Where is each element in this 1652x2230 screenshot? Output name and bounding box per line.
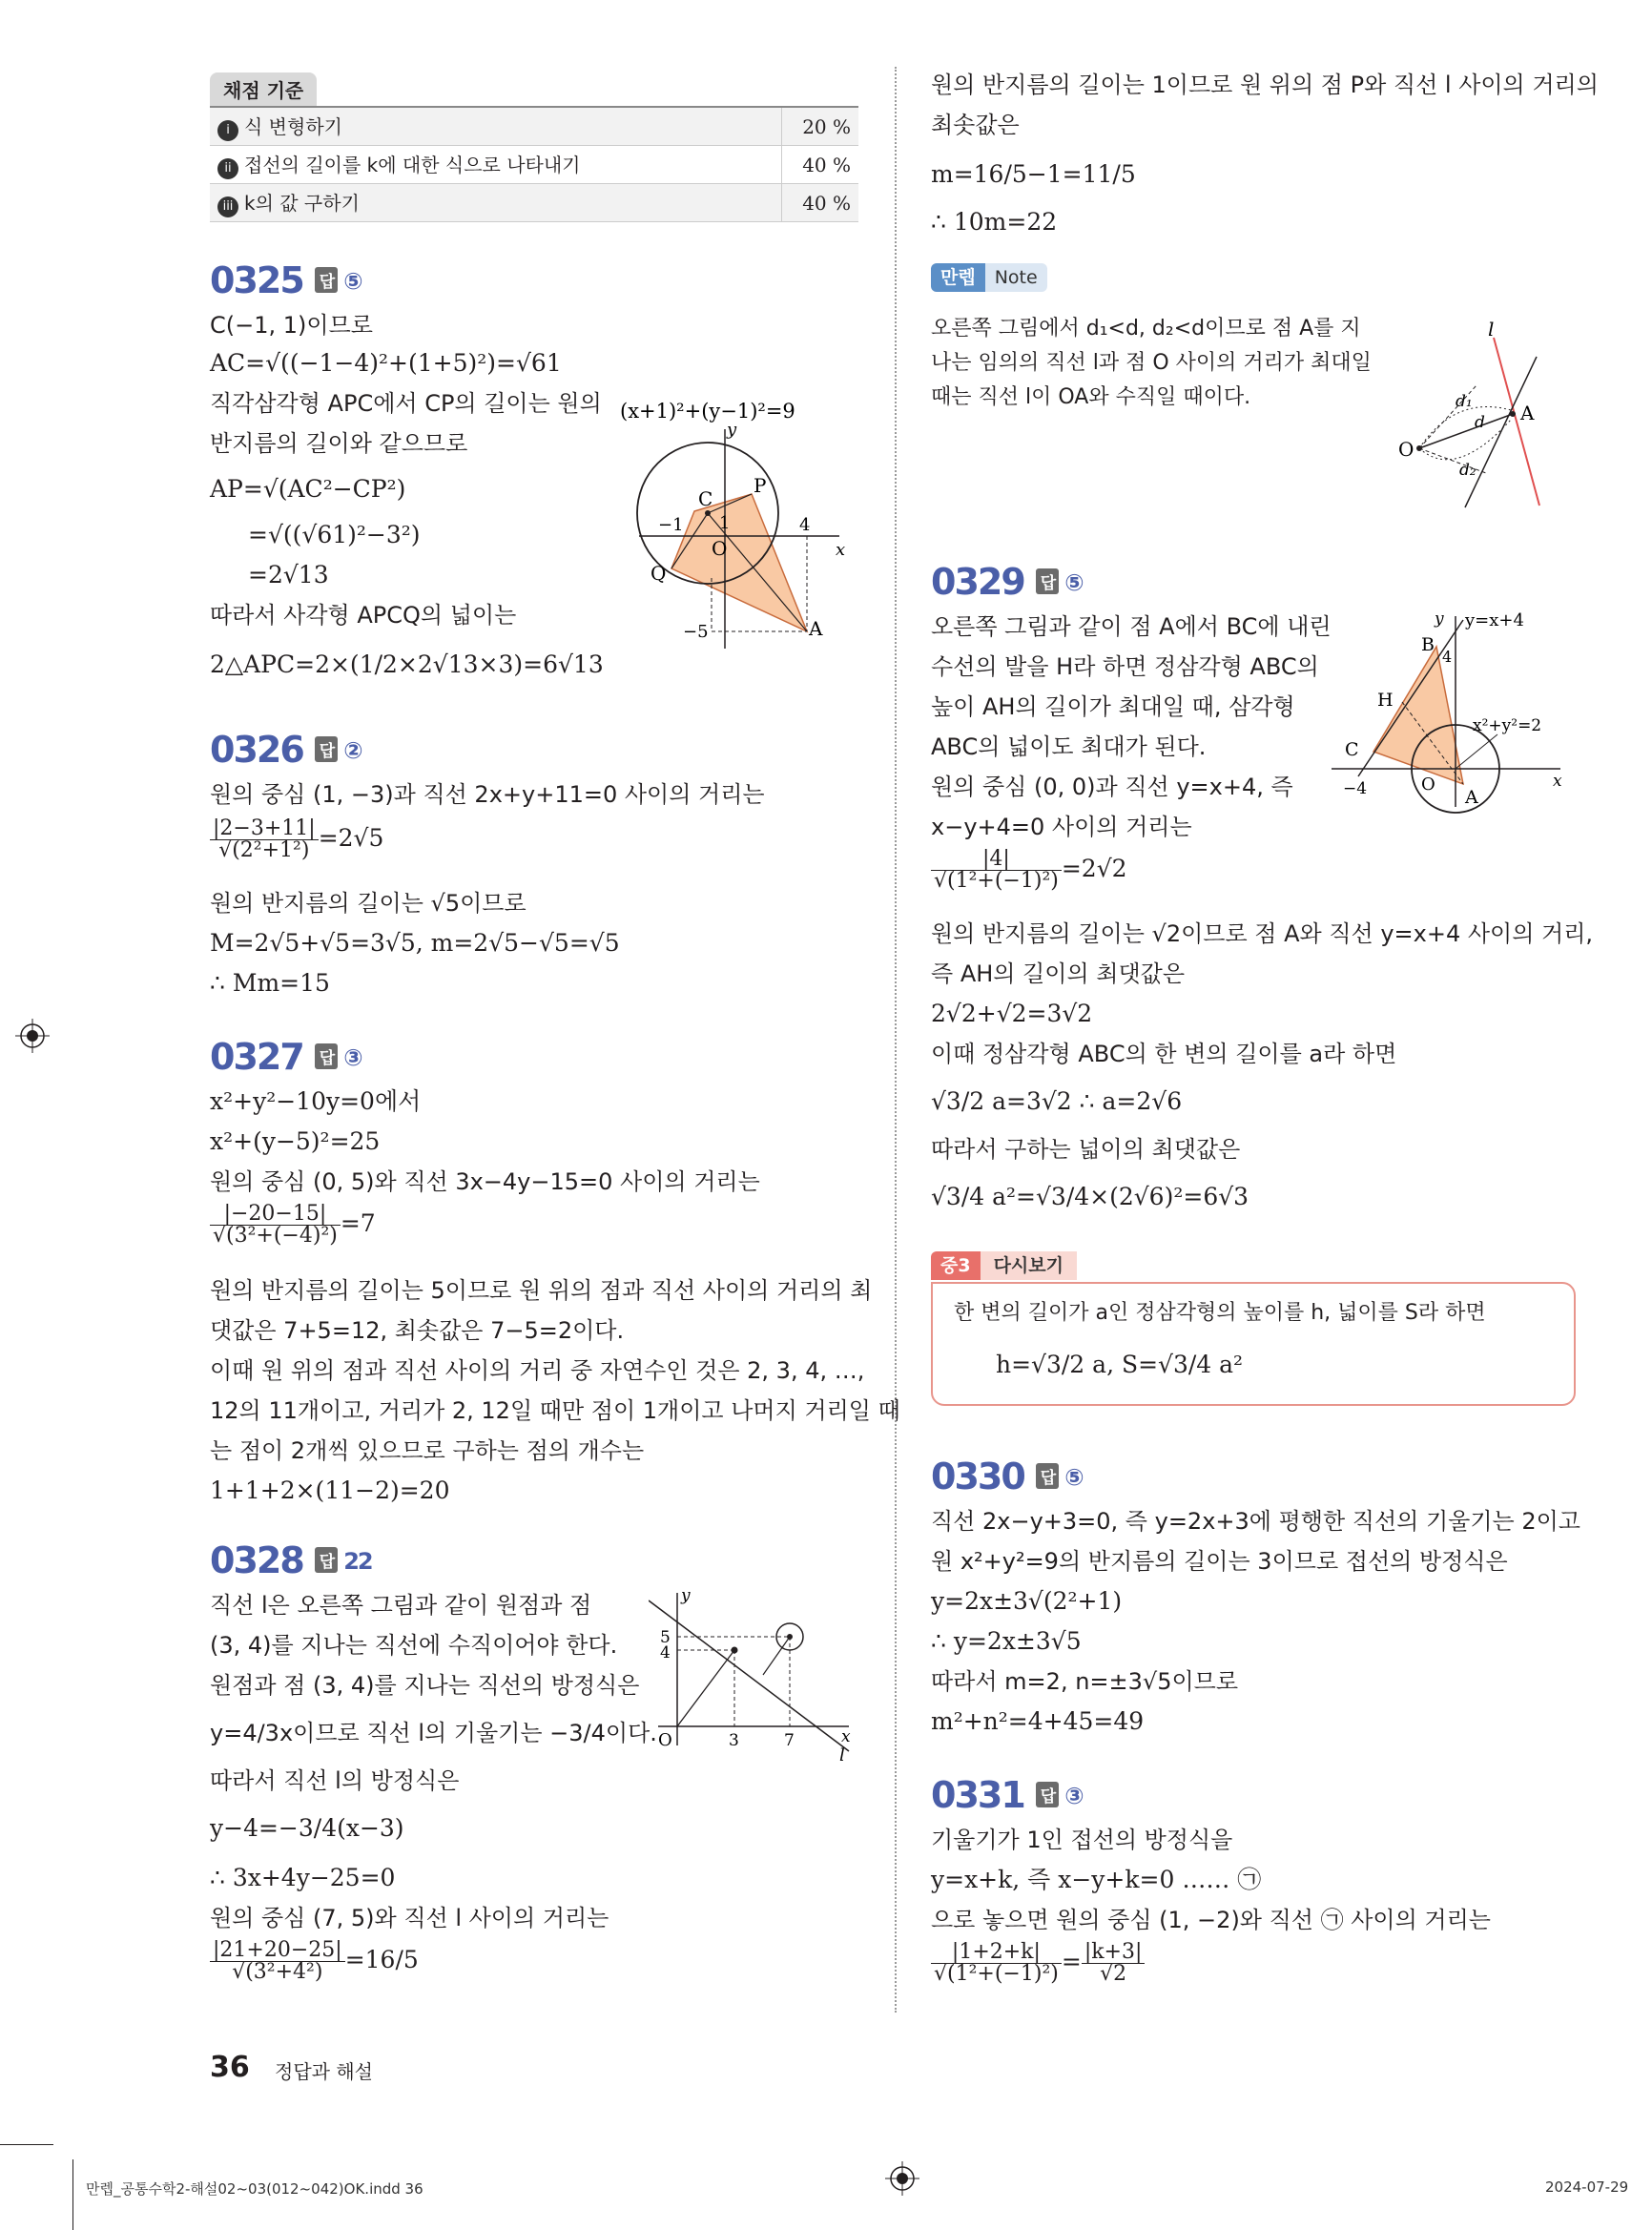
review-line: 한 변의 길이가 a인 정삼각형의 높이를 h, 넓이를 S라 하면	[954, 1301, 1486, 1325]
solution-line: 댓값은 7+5=12, 최솟값은 7−5=2이다.	[210, 1317, 625, 1344]
note-tag-label: Note	[985, 263, 1047, 292]
frac-numerator: |1+2+k|	[931, 1942, 1062, 1964]
table-row	[210, 146, 858, 184]
note-tag-brand: 만렙	[931, 263, 985, 292]
note-line: 나는 임의의 직선 l과 점 O 사이의 거리가 최대일	[931, 351, 1372, 375]
segment-OA	[1419, 414, 1513, 448]
answer-value: ③	[343, 1044, 361, 1071]
page-number: 36	[210, 2051, 250, 2084]
figure-0329	[1332, 607, 1570, 816]
problem-number-0327: 0327 답 ③	[210, 1036, 361, 1078]
solution-line: C(−1, 1)이므로	[210, 312, 373, 339]
solution-line: 이때 원 위의 점과 직선 사이의 거리 중 자연수인 것은 2, 3, 4, …,	[210, 1357, 865, 1384]
label-Q: Q	[650, 562, 667, 585]
solution-line: =2√13	[248, 561, 329, 588]
figure-0328	[649, 1583, 858, 1765]
center-point	[787, 1634, 793, 1640]
solution-line: 원의 반지름의 길이는 √5이므로	[210, 890, 527, 917]
label-x: x	[1553, 772, 1562, 791]
point-O	[1416, 445, 1422, 451]
solution-line: 2△APC=2×(1/2×2√13×3)=6√13	[210, 650, 604, 678]
radius	[1456, 734, 1497, 769]
solution-line: 즉 AH의 길이의 최댓값은	[931, 960, 1186, 987]
registration-mark-icon	[15, 1019, 50, 1053]
label-H: H	[1377, 690, 1394, 711]
answer-tag: 답	[1036, 1463, 1059, 1489]
problem-number-0328: 0328 답 22	[210, 1539, 372, 1581]
solution-line: 따라서 m=2, n=±3√5이므로	[931, 1668, 1239, 1695]
distance-fraction	[210, 1204, 376, 1247]
label-O: O	[712, 537, 728, 560]
solution-line: 원의 중심 (0, 0)과 직선 y=x+4, 즉	[931, 774, 1293, 800]
solution-line: 반지름의 길이와 같으므로	[210, 430, 468, 457]
figure-note	[1398, 319, 1570, 519]
solution-line: x²+(y−5)²=25	[210, 1127, 381, 1155]
crop-mark	[0, 2144, 53, 2145]
label-d1: d₁	[1456, 392, 1473, 411]
rubric-text: 접선의 길이를 k에 대한 식으로 나타내기	[244, 154, 581, 176]
solution-line: ABC의 넓이도 최대가 된다.	[931, 733, 1207, 760]
label-line-eq: y=x+4	[1465, 610, 1524, 630]
solution-line: ∴ 10m=22	[931, 208, 1058, 236]
slug-date: 2024-07-29	[1545, 2178, 1629, 2196]
problem-number-0326: 0326 답 ②	[210, 729, 361, 771]
rubric-pct: 20 %	[782, 107, 859, 146]
solution-line: 으로 놓으면 원의 중심 (1, −2)와 직선 ㉠ 사이의 거리는	[931, 1907, 1491, 1933]
column-divider	[895, 67, 897, 2013]
label-minus5: −5	[683, 622, 709, 642]
rubric-pct: 40 %	[782, 146, 859, 184]
rubric-label	[210, 146, 782, 184]
label-O: O	[1398, 438, 1415, 461]
solution-line: y=2x±3√(2²+1)	[931, 1587, 1123, 1615]
circle-equation: (x+1)²+(y−1)²=9	[620, 400, 795, 423]
label-A: A	[809, 617, 823, 640]
frac-numerator: |21+20−25|	[210, 1940, 345, 1962]
label-A: A	[1465, 787, 1478, 808]
solution-line: 원의 반지름의 길이는 1이므로 원 위의 점 P와 직선 l 사이의 거리의	[931, 72, 1599, 98]
problem-number-0331: 0331 답 ③	[931, 1774, 1083, 1816]
label-y: y	[727, 420, 737, 440]
frac-numerator: |4|	[931, 849, 1062, 871]
label-y: y	[681, 1586, 691, 1605]
solution-line: ∴ y=2x±3√5	[931, 1627, 1082, 1655]
note-tag	[931, 263, 1047, 289]
answer-tag: 답	[315, 1043, 338, 1069]
label-O: O	[1421, 774, 1435, 795]
solution-line: √3/4 a²=√3/4×(2√6)²=6√3	[931, 1183, 1249, 1210]
solution-line: y−4=−3/4(x−3)	[210, 1814, 404, 1842]
slug-filename: 만렙_공통수학2-해설02~03(012~042)OK.indd 36	[86, 2180, 423, 2198]
label-d2: d₂	[1459, 461, 1476, 480]
answer-tag: 답	[315, 267, 338, 293]
answer-tag: 답	[315, 1547, 338, 1573]
solution-line: 원의 중심 (0, 5)와 직선 3x−4y−15=0 사이의 거리는	[210, 1168, 760, 1195]
label-l: l	[839, 1745, 845, 1765]
rubric	[210, 72, 858, 222]
solution-line: ∴ 3x+4y−25=0	[210, 1864, 396, 1891]
frac-result: =2√2	[1061, 855, 1127, 882]
solution-line: 12의 11개이고, 거리가 2, 12일 때만 점이 1개이고 나머지 거리일 때	[210, 1397, 900, 1424]
solution-line: x²+y²−10y=0에서	[210, 1087, 422, 1115]
frac-denominator: √2	[1100, 1962, 1127, 1986]
roman-badge: ii	[217, 158, 238, 179]
solution-line: 직선 l은 오른쪽 그림과 같이 원점과 점	[210, 1592, 592, 1619]
rubric-text: 식 변형하기	[244, 115, 342, 138]
frac-numerator: |2−3+11|	[210, 818, 319, 840]
label-4: 4	[1442, 648, 1453, 666]
distance-fraction	[931, 1942, 1145, 1985]
label-P: P	[754, 474, 767, 497]
frac-result: =7	[340, 1209, 376, 1237]
label-d: d	[1475, 413, 1485, 432]
table-row	[210, 184, 858, 222]
solution-line: m²+n²=4+45=49	[931, 1707, 1145, 1735]
solution-line: 원의 중심 (1, −3)과 직선 2x+y+11=0 사이의 거리는	[210, 781, 765, 808]
label-O: O	[658, 1730, 672, 1750]
solution-line: =√((√61)²−3²)	[248, 521, 421, 548]
solution-line: y=4/3x이므로 직선 l의 기울기는 −3/4이다.	[210, 1720, 657, 1746]
solution-line: m=16/5−1=11/5	[931, 160, 1136, 188]
solution-line: AC=√((−1−4)²+(1+5)²)=√61	[210, 349, 562, 377]
solution-line: 원 x²+y²=9의 반지름의 길이는 3이므로 접선의 방정식은	[931, 1548, 1508, 1575]
answer-value: 22	[343, 1548, 372, 1575]
label-C: C	[1345, 739, 1359, 760]
point-A	[1510, 411, 1516, 417]
solution-line: x−y+4=0 사이의 거리는	[931, 814, 1192, 840]
solution-line: 높이 AH의 길이가 최대일 때, 삼각형	[931, 693, 1295, 720]
solution-line: (3, 4)를 지나는 직선에 수직이어야 한다.	[210, 1632, 618, 1659]
label-y: y	[1435, 609, 1444, 629]
label-B: B	[1421, 634, 1435, 655]
solution-line: 오른쪽 그림과 같이 점 A에서 BC에 내린	[931, 613, 1332, 640]
note-line: 오른쪽 그림에서 d₁<d, d₂<d이므로 점 A를 지	[931, 317, 1361, 341]
solution-line: √3/2 a=3√2 ∴ a=2√6	[931, 1087, 1183, 1115]
solution-line: 직선 2x−y+3=0, 즉 y=2x+3에 평행한 직선의 기울기는 2이고	[931, 1508, 1580, 1535]
label-A: A	[1520, 402, 1535, 424]
answer-value: ②	[343, 737, 361, 764]
solution-line: 직각삼각형 APC에서 CP의 길이는 원의	[210, 390, 602, 417]
distance-fraction	[931, 849, 1127, 892]
triangle-ABC	[1373, 647, 1463, 784]
solution-line: 원의 중심 (7, 5)와 직선 l 사이의 거리는	[210, 1905, 609, 1931]
rubric-pct: 40 %	[782, 184, 859, 222]
solution-line: ∴ Mm=15	[210, 969, 330, 997]
segment-OP	[677, 1650, 734, 1726]
equals-sign: =	[1061, 1948, 1082, 1975]
perpendicular	[763, 1637, 790, 1675]
label-5: 5	[660, 1628, 671, 1647]
review-tag-label: 다시보기	[981, 1251, 1077, 1280]
frac-result: =2√5	[318, 824, 384, 852]
answer-value: ⑤	[1064, 1464, 1083, 1491]
solution-line: 원점과 점 (3, 4)를 지나는 직선의 방정식은	[210, 1672, 640, 1699]
solution-line: 최솟값은	[931, 112, 1020, 138]
review-box	[931, 1282, 1576, 1406]
table-row	[210, 107, 858, 146]
problem-number-0329: 0329 답 ⑤	[931, 561, 1083, 603]
rubric-table	[210, 106, 858, 222]
roman-badge: i	[217, 120, 238, 141]
rubric-title: 채점 기준	[210, 72, 317, 106]
point-C	[705, 510, 711, 516]
label-3: 3	[729, 1731, 739, 1750]
solution-line: 따라서 구하는 넓이의 최댓값은	[931, 1136, 1241, 1163]
frac-denominator: √(1²+(−1)²)	[934, 1962, 1059, 1986]
distance-fraction	[210, 1940, 419, 1983]
solution-line: 따라서 직선 l의 방정식은	[210, 1767, 460, 1794]
footer-label: 정답과 해설	[275, 2060, 373, 2083]
frac-result: =16/5	[344, 1946, 419, 1973]
distance-fraction	[210, 818, 383, 861]
line-l	[649, 1600, 849, 1751]
solution-line: AP=√(AC²−CP²)	[210, 475, 406, 503]
answer-tag: 답	[315, 736, 338, 762]
label-4: 4	[799, 515, 811, 535]
roman-badge: iii	[217, 196, 238, 217]
answer-value: ③	[1064, 1783, 1083, 1809]
review-tag-grade: 중3	[931, 1251, 981, 1280]
frac-numerator: |k+3|	[1082, 1942, 1146, 1964]
answer-value: ⑤	[343, 268, 361, 295]
label-circle-eq: x²+y²=2	[1473, 716, 1542, 735]
label-minus4: −4	[1343, 779, 1368, 798]
label-l: l	[1488, 319, 1495, 341]
solution-line: 2√2+√2=3√2	[931, 1000, 1093, 1027]
label-1: 1	[719, 513, 731, 533]
registration-mark-icon	[885, 2161, 919, 2196]
solution-line: 이때 정삼각형 ABC의 한 변의 길이를 a라 하면	[931, 1041, 1397, 1067]
answer-value: ⑤	[1064, 569, 1083, 596]
review-formula: h=√3/2 a, S=√3/4 a²	[996, 1351, 1244, 1378]
answer-tag: 답	[1036, 568, 1059, 594]
label-4: 4	[660, 1643, 671, 1662]
figure-0325	[620, 391, 849, 658]
frac-denominator: √(2²+1²)	[218, 838, 310, 862]
label-minus1: −1	[658, 515, 684, 535]
frac-denominator: √(3²+(−4)²)	[213, 1224, 338, 1248]
solution-line: 원의 반지름의 길이는 5이므로 원 위의 점과 직선 사이의 거리의 최	[210, 1277, 873, 1304]
solution-line: 수선의 발을 H라 하면 정삼각형 ABC의	[931, 653, 1319, 680]
review-tag	[931, 1251, 1077, 1277]
label-x: x	[836, 540, 846, 560]
quad-APCQ	[671, 494, 807, 631]
solution-line: 기울기가 1인 접선의 방정식을	[931, 1827, 1233, 1853]
answer-tag: 답	[1036, 1782, 1059, 1807]
frac-denominator: √(1²+(−1)²)	[934, 869, 1059, 893]
solution-line: M=2√5+√5=3√5, m=2√5−√5=√5	[210, 929, 620, 957]
line-other	[1465, 357, 1537, 507]
problem-number-0330: 0330 답 ⑤	[931, 1456, 1083, 1497]
solution-line: 원의 반지름의 길이는 √2이므로 점 A와 직선 y=x+4 사이의 거리,	[931, 920, 1594, 947]
frac-numerator: |−20−15|	[210, 1204, 341, 1226]
label-C: C	[698, 487, 713, 510]
rubric-text: k의 값 구하기	[244, 192, 360, 215]
solution-line: 1+1+2×(11−2)=20	[210, 1476, 450, 1504]
note-line: 때는 직선 l이 OA와 수직일 때이다.	[931, 385, 1251, 409]
rubric-label	[210, 107, 782, 146]
point-3-4	[732, 1647, 738, 1654]
solution-line: 따라서 사각형 APCQ의 넓이는	[210, 602, 517, 629]
rubric-label	[210, 184, 782, 222]
label-x: x	[841, 1727, 851, 1746]
frac-denominator: √(3²+4²)	[232, 1960, 323, 1984]
crop-mark	[72, 2159, 73, 2230]
solution-line: 는 점이 2개씩 있으므로 구하는 점의 개수는	[210, 1437, 645, 1464]
problem-number-0325: 0325 답 ⑤	[210, 259, 361, 301]
arc-d1	[1419, 406, 1511, 448]
solution-line: y=x+k, 즉 x−y+k=0 …… ㉠	[931, 1866, 1262, 1893]
label-7: 7	[784, 1731, 795, 1750]
